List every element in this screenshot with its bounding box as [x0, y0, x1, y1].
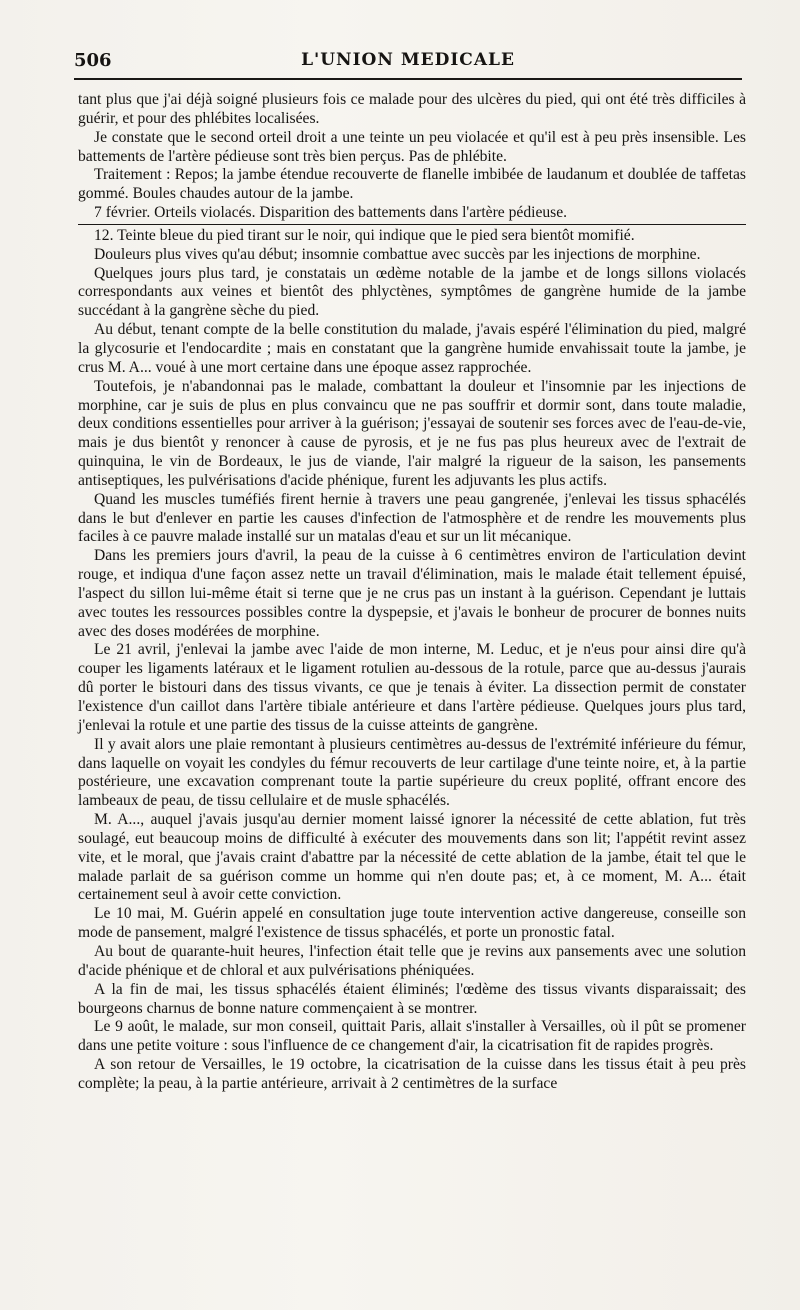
page-header [74, 50, 742, 74]
paragraph: Le 9 août, le malade, sur mon conseil, quittait Paris, allait s'installer à Versailles, où il pût se promener dans une petite voiture : sous l'influence de ce changement d'air, la cicatrisation fit de rapides progrès. [78, 1018, 746, 1055]
paragraph: 12. Teinte bleue du pied tirant sur le noir, qui indique que le pied sera bientôt momifié. [94, 226, 635, 244]
paragraph: Le 10 mai, M. Guérin appelé en consultation juge toute intervention active dangereuse, conseille son mode de pansement, malgré l'existence de tissus sphacélés, et porte un pronostic fatal. [78, 905, 746, 942]
paragraph: Traitement : Repos; la jambe étendue recouverte de flanelle imbibée de laudanum et doublée de taffetas gommé. Boules chaudes autour de la jambe. [78, 166, 746, 203]
paragraph: Je constate que le second orteil droit a une teinte un peu violacée et qu'il est à peu près insensible. Les battements de l'artère pédieuse sont très bien perçus. Pas de phlébite. [78, 128, 746, 165]
paragraph: Il y avait alors une plaie remontant à plusieurs centimètres au-dessus de l'extrémité inférieure du fémur, dans laquelle on voyait les condyles du fémur recouverts de leur cartilage d'une teinte noire, et, à la partie postérieure, une excavation comprenant toute la partie supérieure du creux poplité, offrant encore des lambeaux de peau, de tissu cellulaire et de musle sphacélés. [78, 735, 746, 810]
paragraph: Le 21 avril, j'enlevai la jambe avec l'aide de mon interne, M. Leduc, et je n'eus pour ainsi dire qu'à couper les ligaments latéraux et le ligament rotulien au-dessous de la rotule, parce que au-dessus j'aurais dû porter le bistouri dans des tissus vivants, ce que je tenais à éviter. La dissection permit de constater l'existence d'un caillot dans l'artère tibiale antérieure et dans l'artère pédieuse. Quelques jours plus tard, j'enlevai la rotule et une partie des tissus de la cuisse atteints de gangrène. [78, 641, 746, 734]
paragraph: Toutefois, je n'abandonnai pas le malade, combattant la douleur et l'insomnie par les injections de morphine, car je suis de plus en plus convaincu que ne pas souffrir et dormir sont, dans toute maladie, deux conditions essentielles pour arriver à la guérison; j'essayai de soutenir ses forces avec de l'eau-de-vie, mais je dus bientôt y renoncer à cause de pyrosis, et je ne fus pas plus heureux avec de l'extrait de quinquina, le vin de Bordeaux, le jus de viande, l'air malgré la rigueur de la saison, les pansements antiseptiques, les pulvérisations d'acide phénique, furent les adjuvants les plus actifs. [78, 377, 746, 489]
paragraph: Quand les muscles tuméfiés firent hernie à travers une peau gangrenée, j'enlevai les tissus sphacélés dans le but d'enlever en partie les causes d'infection de l'atmosphère et de rendre les mouvements plus faciles à ce pauvre malade installé sur un matalas d'eau et sur un lit mécanique. [78, 490, 746, 546]
section-rule [78, 224, 746, 225]
paragraph: 7 février. Orteils violacés. Disparition des battements dans l'artère pédieuse. [94, 204, 568, 222]
paragraph: M. A..., auquel j'avais jusqu'au dernier moment laissé ignorer la nécessité de cette ablation, fut très soulagé, eut beaucoup moins de difficulté à exécuter des mouvements dans son lit; l'appétit revint assez vite, et le moral, que j'avais craint d'abattre par la nécessité de cette ablation de la jambe, était tel que le malade parlait de sa guérison comme un homme qui n'en doute pas; et, à ce moment, M. A... était certainement seul à avoir cette conviction. [78, 811, 746, 904]
paragraph: tant plus que j'ai déjà soigné plusieurs fois ce malade pour des ulcères du pied, qui ont été très difficiles à guérir, et pour des phlébites localisées. [78, 91, 746, 127]
paragraph: Dans les premiers jours d'avril, la peau de la cuisse à 6 centimètres environ de l'articulation devint rouge, et indiqua d'une façon assez nette un travail d'élimination, mais le malade était tellement épuisé, l'aspect du sillon lui-même était si terne que je ne crus pas un instant à la guérison. Cependant je luttais avec toutes les ressources possibles contre la dyspepsie, et j'avais le bonheur de procurer de bonnes nuits avec des doses modérées de morphine. [78, 547, 746, 640]
paragraph: Douleurs plus vives qu'au début; insomnie combattue avec succès par les injections de morphine. [94, 245, 701, 263]
paragraph: Quelques jours plus tard, je constatais un œdème notable de la jambe et de longs sillons violacés correspondants aux veines et bientôt des phlyctènes, symptômes de gangrène humide de la jambe succédant à la gangrène sèche du pied. [78, 264, 746, 320]
article-body [78, 91, 746, 1094]
paragraph: A son retour de Versailles, le 19 octobre, la cicatrisation de la cuisse dans les tissus était à peu près complète; la peau, à la partie antérieure, arrivait à 2 centimètres de la surface [78, 1056, 746, 1092]
header-rule [74, 78, 742, 80]
paragraph: Au bout de quarante-huit heures, l'infection était telle que je revins aux pansements avec une solution d'acide phénique et de chloral et aux pulvérisations phéniquées. [78, 942, 746, 979]
journal-title: L'UNION MEDICALE [301, 50, 515, 70]
page-number: 506 [74, 50, 112, 71]
paragraph: Au début, tenant compte de la belle constitution du malade, j'avais espéré l'élimination du pied, malgré la glycosurie et l'endocardite ; mais en constatant que la gangrène humide envahissait toute la jambe, je crus M. A... voué à une mort certaine dans une époque assez rapprochée. [78, 321, 746, 376]
paragraph: A la fin de mai, les tissus sphacélés étaient éliminés; l'œdème des tissus vivants disparaissait; des bourgeons charnus de bonne nature commençaient à se montrer. [78, 980, 746, 1017]
